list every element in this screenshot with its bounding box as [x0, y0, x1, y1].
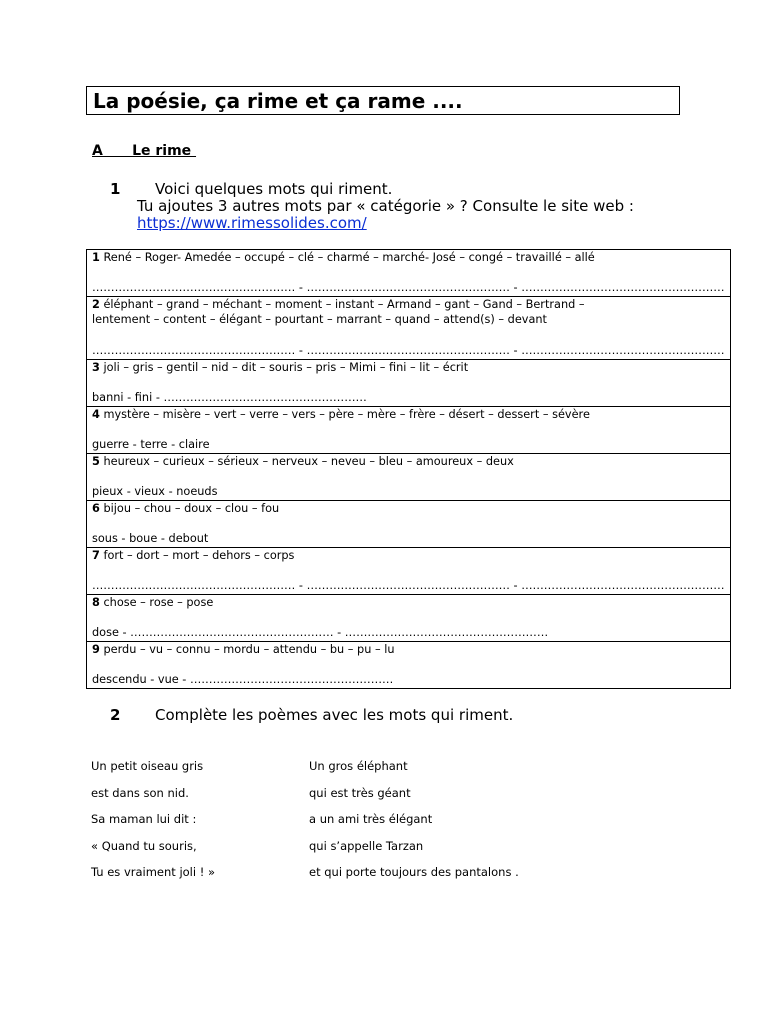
row-number: 6	[92, 502, 100, 515]
words-text: René – Roger- Amedée – occupé – clé – charmé – marché- José – congé – travaillé – allé	[103, 251, 595, 264]
word-list	[92, 250, 725, 265]
words-text: chose – rose – pose	[103, 596, 214, 609]
words-text: bijou – chou – doux – clou – fou	[103, 502, 280, 515]
word-list	[92, 454, 725, 469]
poem-left-line: est dans son nid.	[91, 785, 189, 800]
rhyme-cell	[87, 501, 731, 548]
rhyme-cell	[87, 250, 731, 297]
poem-left-line: Sa maman lui dit :	[91, 812, 197, 826]
word-list	[92, 501, 725, 516]
poem-right-line: Un gros éléphant	[309, 759, 408, 773]
word-list	[92, 297, 725, 312]
table-row	[87, 297, 731, 360]
row-number: 2	[92, 298, 100, 311]
exercise-1-line-2: Tu ajoutes 3 autres mots par « catégorie » ? Consulte le site web :	[137, 197, 634, 215]
answer-line: sous - boue - debout	[92, 532, 209, 546]
row-number: 9	[92, 643, 100, 656]
words-text: heureux – curieux – sérieux – nerveux – neveu – bleu – amoureux – deux	[103, 455, 514, 468]
table-row	[87, 250, 731, 297]
rhyme-table	[86, 249, 731, 689]
row-number: 7	[92, 549, 100, 562]
words-text: éléphant – grand – méchant – moment – instant – Armand – gant – Gand – Bertrand –	[103, 298, 585, 311]
answer-line: ……………………………………………… - ……………………………………………… - ………………………………………………	[92, 343, 725, 357]
table-row	[87, 642, 731, 689]
rhyme-cell	[87, 297, 731, 360]
words-text: fort – dort – mort – dehors – corps	[103, 549, 295, 562]
answer-line: ……………………………………………… - ……………………………………………… - ………………………………………………	[92, 579, 725, 593]
word-list	[92, 312, 725, 327]
word-list	[92, 595, 725, 610]
words-text: joli – gris – gentil – nid – dit – souris – pris – Mimi – fini – lit – écrit	[103, 361, 469, 374]
exercise-2-instruction: Complète les poèmes avec les mots qui riment.	[155, 706, 514, 724]
answer-line: pieux - vieux - noeuds	[92, 485, 218, 499]
words-text: lentement – content – élégant – pourtant – marrant – quand – attend(s) – devant	[92, 313, 547, 327]
poem-left-line: « Quand tu souris,	[91, 838, 197, 853]
poem-left-line: Tu es vraiment joli ! »	[91, 865, 216, 879]
answer-line: guerre - terre - claire	[92, 438, 210, 452]
row-number: 3	[92, 361, 100, 374]
rhyme-cell	[87, 360, 731, 407]
table-row	[87, 501, 731, 548]
title-box	[86, 86, 680, 115]
section-a-heading: A Le rime	[92, 143, 197, 159]
table-row	[87, 548, 731, 595]
word-list	[92, 642, 725, 657]
poem-right-line: qui est très géant	[309, 785, 411, 800]
rhyme-cell	[87, 595, 731, 642]
table-row	[87, 360, 731, 407]
rhyme-cell	[87, 454, 731, 501]
row-number: 4	[92, 408, 100, 421]
words-text: mystère – misère – vert – verre – vers – père – mère – frère – désert – dessert – sévère	[103, 408, 590, 421]
answer-line: descendu - vue - ………………………………………………	[92, 673, 394, 687]
exercise-2-number: 2	[110, 706, 121, 724]
poem-right-line: et qui porte toujours des pantalons .	[309, 865, 519, 879]
table-row	[87, 595, 731, 642]
row-number: 5	[92, 455, 100, 468]
page-title: La poésie, ça rime et ça rame ....	[93, 89, 463, 113]
rhyme-cell	[87, 642, 731, 689]
row-number: 1	[92, 251, 100, 264]
poem-right-line: a un ami très élégant	[309, 812, 433, 826]
table-row	[87, 454, 731, 501]
exercise-1-number: 1	[110, 180, 121, 198]
answer-line: ……………………………………………… - ……………………………………………… - ………………………………………………	[92, 281, 725, 295]
rhyme-cell	[87, 548, 731, 595]
word-list	[92, 407, 725, 422]
rimes-website-link[interactable]: https://www.rimessolides.com/	[137, 214, 367, 232]
row-number: 8	[92, 596, 100, 609]
words-text: perdu – vu – connu – mordu – attendu – bu – pu – lu	[103, 643, 395, 656]
poem-right-line: qui s’appelle Tarzan	[309, 838, 424, 853]
answer-line: dose - ……………………………………………… - ………………………………………………	[92, 626, 549, 640]
table-row	[87, 407, 731, 454]
poem-left-line: Un petit oiseau gris	[91, 759, 204, 773]
word-list	[92, 360, 725, 375]
rhyme-cell	[87, 407, 731, 454]
word-list	[92, 548, 725, 563]
answer-line: banni - fini - ………………………………………………	[92, 391, 367, 405]
exercise-1-line-1: Voici quelques mots qui riment.	[155, 180, 393, 198]
